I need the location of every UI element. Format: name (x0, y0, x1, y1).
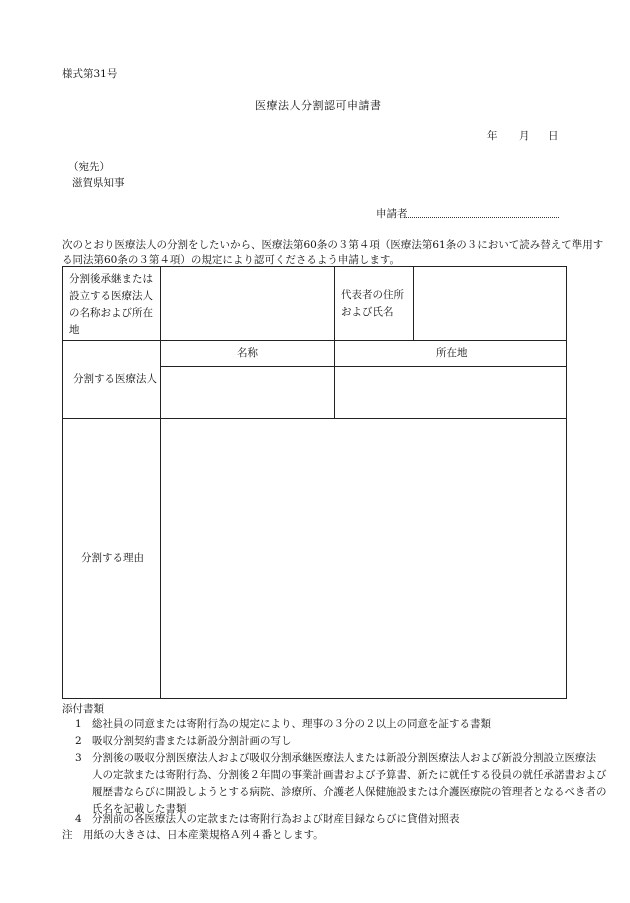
splitting-corporation-location-field[interactable] (335, 367, 566, 417)
splitting-corporation-label: 分割する医療法人 (73, 373, 157, 385)
applicant-signature-line[interactable] (404, 217, 559, 218)
addressee-name: 滋賀県知事 (72, 177, 125, 189)
date-day-label: 日 (548, 130, 559, 142)
column-header-location: 所在地 (436, 347, 468, 359)
successor-corporation-field[interactable] (161, 267, 333, 339)
representative-label: 代表者の住所 および氏名 (341, 289, 404, 318)
split-reason-label: 分割する理由 (81, 552, 144, 564)
applicant-label: 申請者 (376, 208, 408, 220)
attachment-item: 1 総社員の同意または寄附行為の規定により、理事の３分の２以上の同意を証する書類 (75, 718, 491, 730)
intro-text-line-2: る同法第60条の３第４項）の規定により認可くださるよう申請します。 (62, 254, 401, 266)
paper-size-note: 注 用紙の大きさは、日本産業規格Ａ列４番とします。 (62, 829, 324, 841)
attachment-item-continuation: 履歴書ならびに開設しようとする病院、診療所、介護老人保健施設または介護医療院の管理者となるべき者の (92, 786, 607, 798)
table-divider (63, 340, 566, 341)
date-year-label: 年 (487, 130, 498, 142)
attachment-item-continuation: 氏名を記載した書類 (92, 803, 187, 815)
application-form-table (62, 266, 567, 699)
attachment-item: 3 分割後の吸収分割医療法人および吸収分割承継医療法人または新設分割医療法人および新設分割設立医療法 (75, 752, 596, 764)
attachments-heading: 添付書類 (62, 703, 104, 715)
form-number: 様式第31号 (62, 68, 118, 80)
document-title: 医療法人分割認可申請書 (255, 99, 382, 112)
column-header-name: 名称 (237, 347, 258, 359)
attachment-item-continuation: 人の定款または寄附行為、分割後２年間の事業計画書および予算書、新たに就任する役員の就任承諾書および (92, 769, 607, 781)
successor-corporation-label: 分割後承継または 設立する医療法人 の名称および所在 地 (69, 273, 153, 336)
attachment-item: 2 吸収分割契約書または新設分割計画の写し (75, 735, 292, 747)
attachment-item: 4 分割前の各医療法人の定款または寄附行為および財産目録ならびに貸借対照表 (75, 813, 460, 825)
date-month-label: 月 (519, 130, 530, 142)
addressee-label: （宛先） (68, 161, 110, 173)
splitting-corporation-name-field[interactable] (161, 367, 333, 417)
representative-field[interactable] (414, 267, 566, 339)
intro-text-line-1: 次のとおり医療法人の分割をしたいから、医療法第60条の３第４項（医療法第61条の３において読み替えて準用す (62, 239, 604, 251)
split-reason-field[interactable] (161, 419, 566, 698)
